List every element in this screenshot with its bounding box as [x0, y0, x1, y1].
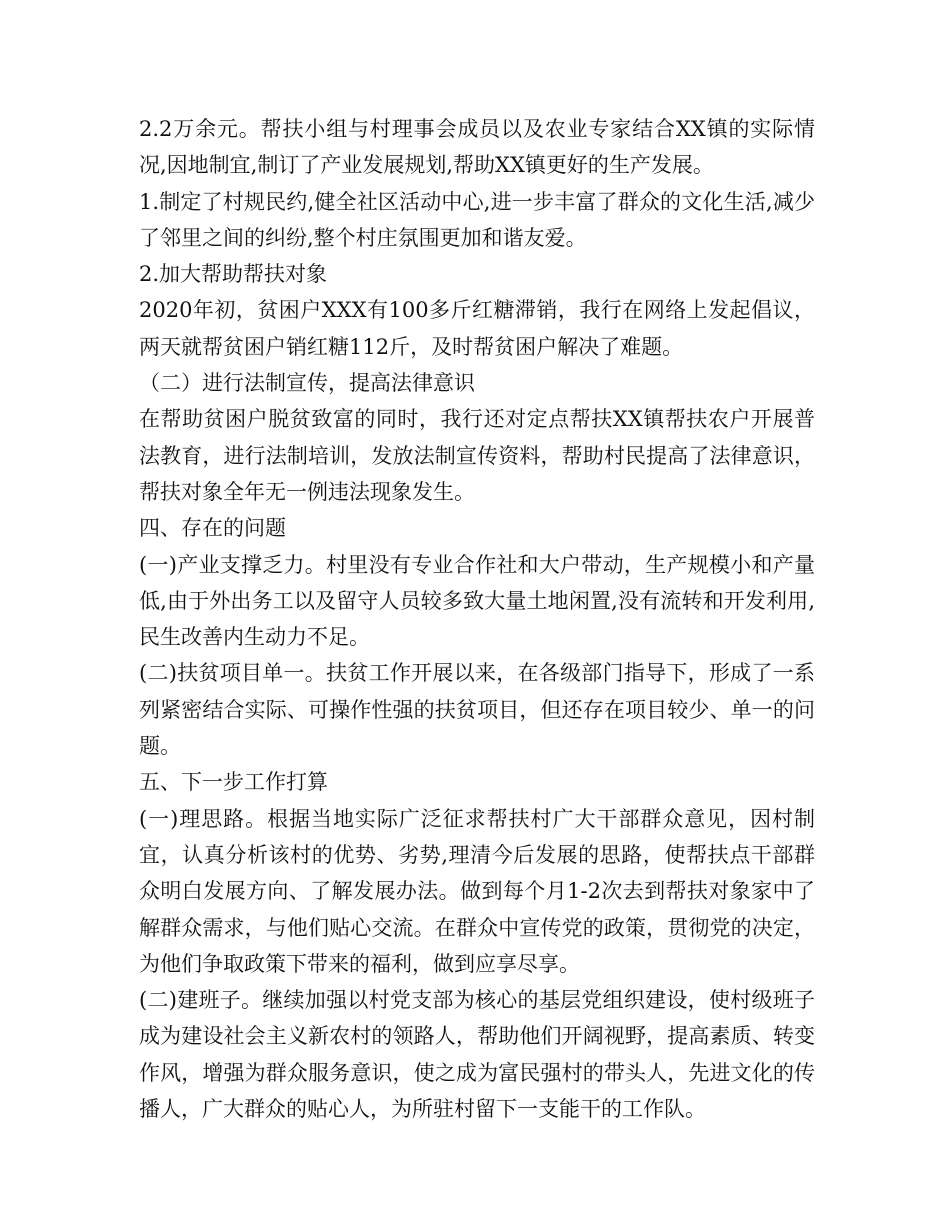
paragraph-industry-support: (一)产业支撑乏力。村里没有专业合作社和大户带动，生产规模小和产量低,由于外出务工以及留守人员较多致大量土地闲置,没有流转和开发利用,民生改善内生动力不足。 — [139, 552, 815, 650]
paragraph-build-team: (二)建班子。继续加强以村党支部为核心的基层党组织建设，使村级班子成为建设社会主义新农村的领路人，帮助他们开阔视野，提高素质、转变作风，增强为群众服务意识，使之成为富民强村的带头人，先进文化的传播人，广大群众的贴心人，为所驻村留下一支能干的工作队。 — [139, 988, 815, 1122]
paragraph-clarify-thinking: (一)理思路。根据当地实际广泛征求帮扶村广大干部群众意见，因村制宜，认真分析该村的优势、劣势,理清今后发展的思路，使帮扶点干部群众明白发展方向、了解发展办法。做到每个月1-2次去到帮扶对象家中了解群众需求，与他们贴心交流。在群众中宣传党的政策，贯彻党的决定，为他们争取政策下带来的福利，做到应享尽享。 — [139, 806, 815, 976]
paragraph-legal-education: 在帮助贫困户脱贫致富的同时，我行还对定点帮扶XX镇帮扶农户开展普法教育，进行法制培训，发放法制宣传资料，帮助村民提高了法律意识，帮扶对象全年无一例违法现象发生。 — [139, 407, 815, 504]
section-heading-problems: 四、存在的问题 — [139, 516, 286, 541]
paragraph-village-rules: 1.制定了村规民约,健全社区活动中心,进一步丰富了群众的文化生活,减少了邻里之间的纠纷,整个村庄氛围更加和谐友爱。 — [139, 189, 815, 250]
paragraph-single-projects: (二)扶贫项目单一。扶贫工作开展以来，在各级部门指导下，形成了一系列紧密结合实际、可操作性强的扶贫项目，但还存在项目较少、单一的问题。 — [139, 661, 815, 759]
paragraph-funding-plan: 2.2万余元。帮扶小组与村理事会成员以及农业专家结合XX镇的实际情况,因地制宜,制订了产业发展规划,帮助XX镇更好的生产发展。 — [139, 117, 815, 178]
section-heading-legal-publicity: （二）进行法制宣传，提高法律意识 — [139, 371, 475, 396]
document-page — [139, 111, 815, 1127]
paragraph-brown-sugar: 2020年初，贫困户XXX有100多斤红糖滞销，我行在网络上发起倡议，两天就帮贫困户销红糖112斤，及时帮贫困户解决了难题。 — [139, 298, 815, 359]
paragraph-heading-assistance: 2.加大帮助帮扶对象 — [139, 262, 328, 287]
section-heading-next-steps: 五、下一步工作打算 — [139, 770, 328, 795]
